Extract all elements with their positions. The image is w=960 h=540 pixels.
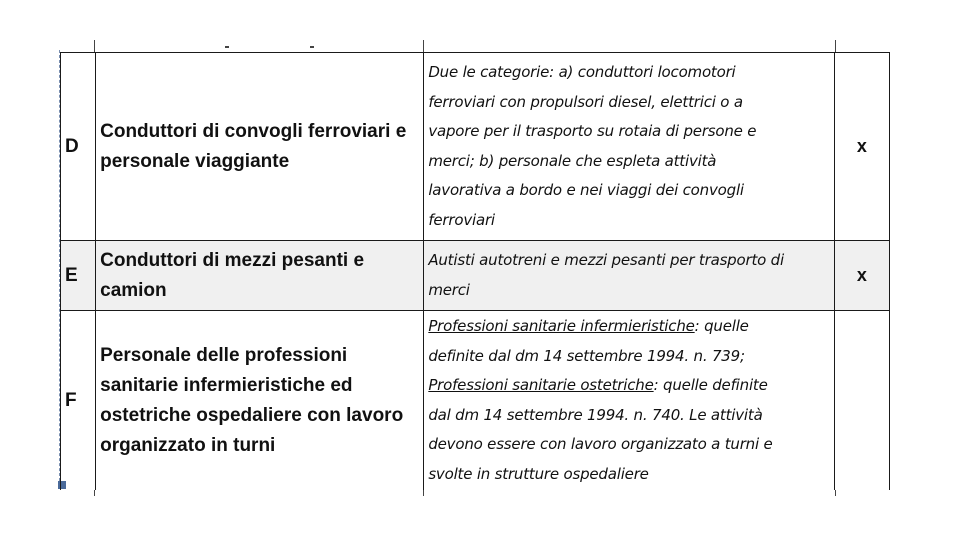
- description-line: lavorativa a bordo e nei viaggi dei convogli: [428, 181, 744, 199]
- category-line: ostetriche ospedaliere con lavoro: [100, 404, 404, 426]
- mark-cell: x: [834, 241, 889, 311]
- category-line: camion: [100, 279, 167, 301]
- category-line: Personale delle professioni: [100, 344, 348, 366]
- previous-row-edge: [60, 40, 890, 52]
- category-line: personale viaggiante: [100, 150, 290, 172]
- underlined-term: Professioni sanitarie ostetriche: [428, 376, 654, 394]
- category-cell: [96, 53, 424, 241]
- description-text: : quelle definite: [653, 376, 768, 394]
- mark-cell: x: [834, 53, 889, 241]
- table-container[interactable]: [60, 40, 890, 500]
- row-code: D: [61, 53, 96, 241]
- description-cell: [424, 311, 834, 491]
- row-code: F: [61, 311, 96, 491]
- category-line: sanitarie infermieristiche ed: [100, 374, 353, 396]
- next-row-edge: [60, 490, 890, 500]
- description-cell: [424, 241, 834, 311]
- category-line: Conduttori di convogli ferroviari e: [100, 120, 407, 142]
- description-line: merci: [428, 280, 470, 299]
- description-line: merci; b) personale che espleta attività: [428, 151, 717, 170]
- table-row: [61, 53, 890, 241]
- description-cell: [424, 53, 834, 241]
- description-line: devono essere con lavoro organizzato a turni e: [428, 435, 773, 453]
- description-line: ferroviari: [428, 210, 495, 229]
- description-line: vapore per il trasporto su rotaia di persone e: [428, 122, 757, 140]
- category-line: organizzato in turni: [100, 434, 276, 456]
- description-line: svolte in strutture ospedaliere: [428, 464, 649, 483]
- description-line: [428, 371, 829, 401]
- category-line: Conduttori di mezzi pesanti e: [100, 249, 365, 271]
- description-line: Due le categorie: a) conduttori locomotori: [428, 63, 736, 81]
- description-line: Autisti autotreni e mezzi pesanti per trasporto di: [428, 251, 784, 269]
- description-line: definite dal dm 14 settembre 1994. n. 739;: [428, 346, 745, 365]
- table-row: [61, 311, 890, 491]
- category-cell: [96, 241, 424, 311]
- row-code: E: [61, 241, 96, 311]
- table-row: [61, 241, 890, 311]
- description-text: : quelle: [694, 317, 749, 335]
- description-line: ferroviari con propulsori diesel, elettrici o a: [428, 92, 743, 111]
- category-cell: [96, 311, 424, 491]
- underlined-term: Professioni sanitarie infermieristiche: [428, 317, 695, 335]
- categories-table: [60, 52, 890, 491]
- description-line: dal dm 14 settembre 1994. n. 740. Le attività: [428, 405, 763, 424]
- mark-cell: [834, 311, 889, 491]
- description-line: [428, 312, 829, 342]
